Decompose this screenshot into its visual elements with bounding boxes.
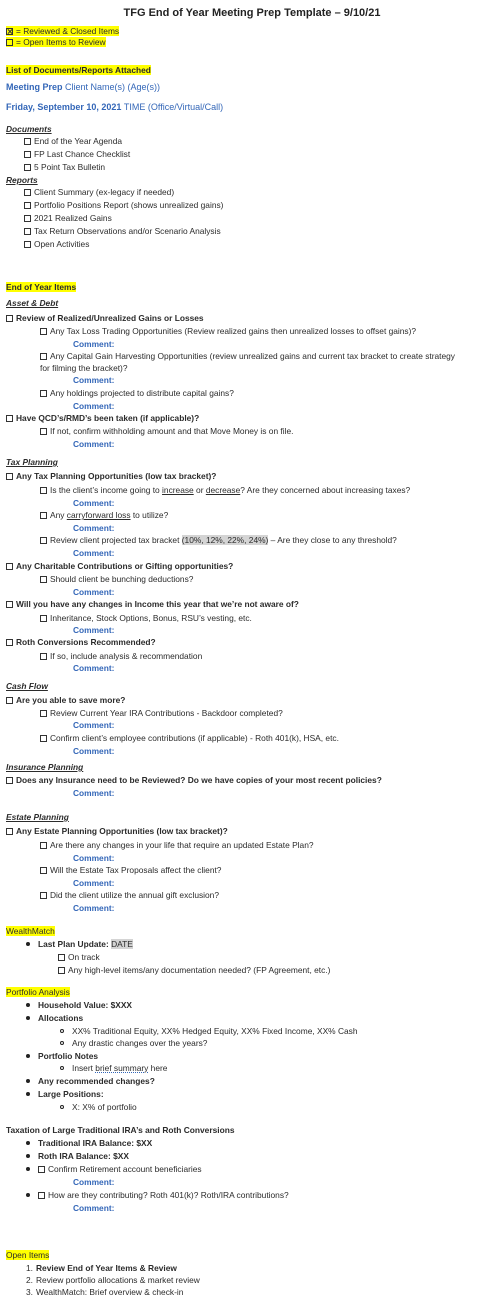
meeting-prep-line: Meeting Prep Client Name(s) (Age(s)) <box>6 82 161 92</box>
cash-heading: Cash Flow <box>6 681 48 691</box>
checkbox-icon <box>40 615 47 622</box>
checkbox-icon <box>40 710 47 717</box>
bullet-icon <box>26 1079 30 1083</box>
checkbox-icon <box>6 697 13 704</box>
document-item[interactable]: FP Last Chance Checklist <box>24 149 130 159</box>
report-item[interactable]: Client Summary (ex-legacy if needed) <box>24 187 174 197</box>
circle-bullet-icon <box>60 1105 64 1109</box>
comment-label: Comment: <box>73 439 115 449</box>
comment-label: Comment: <box>73 878 115 888</box>
bullet-item: Portfolio Notes <box>26 1051 98 1061</box>
checkbox-icon <box>6 39 13 46</box>
comment-label: Comment: <box>73 720 115 730</box>
checklist-item[interactable]: Are you able to save more? <box>6 695 125 705</box>
checklist-subitem[interactable]: If not, confirm withholding amount and that Move Money is on file. <box>40 426 293 436</box>
comment-label: Comment: <box>73 625 115 635</box>
comment-label: Comment: <box>73 375 115 385</box>
checklist-subitem[interactable]: Is the client’s income going to increase or decrease? Are they concerned about increasing taxes? <box>40 485 410 495</box>
comment-label: Comment: <box>73 1177 115 1187</box>
bullet-icon <box>26 1167 30 1171</box>
checkbox-icon <box>24 164 31 171</box>
wealthmatch-header: WealthMatch <box>6 926 55 936</box>
open-item: 2. Review portfolio allocations & market review <box>26 1275 200 1285</box>
checkbox-icon <box>6 639 13 646</box>
checkbox-icon <box>40 842 47 849</box>
comment-label: Comment: <box>73 903 115 913</box>
checklist-item[interactable]: Any Tax Planning Opportunities (low tax bracket)? <box>6 471 216 481</box>
checkbox-icon <box>24 138 31 145</box>
sub-bullet-item: Insert brief summary here <box>60 1063 167 1073</box>
bullet-checklist-item[interactable]: Confirm Retirement account beneficiaries <box>26 1164 202 1174</box>
page-title: TFG End of Year Meeting Prep Template – 9/10/21 <box>123 7 381 19</box>
bullet-icon <box>26 1154 30 1158</box>
comment-label: Comment: <box>73 523 115 533</box>
circle-bullet-icon <box>60 1066 64 1070</box>
checkbox-icon <box>6 828 13 835</box>
checkbox-icon <box>40 428 47 435</box>
eoy-header: End of Year Items <box>6 282 77 292</box>
sub-bullet-item: X: X% of portfolio <box>60 1102 137 1112</box>
comment-label: Comment: <box>73 663 115 673</box>
comment-label: Comment: <box>73 339 115 349</box>
checkbox-icon <box>40 512 47 519</box>
checkbox-icon <box>6 473 13 480</box>
checklist-subitem[interactable]: Did the client utilize the annual gift exclusion? <box>40 890 219 900</box>
bullet-icon <box>26 1054 30 1058</box>
checklist-subitem[interactable]: Should client be bunching deductions? <box>40 574 193 584</box>
checkbox-icon <box>40 328 47 335</box>
checklist-item[interactable]: Review of Realized/Unrealized Gains or Losses <box>6 313 204 323</box>
reports-heading: Reports <box>6 175 38 185</box>
comment-label: Comment: <box>73 498 115 508</box>
bullet-icon <box>26 1092 30 1096</box>
checklist-subitem[interactable]: Any high-level items/any documentation needed? (FP Agreement, etc.) <box>58 965 330 975</box>
circle-bullet-icon <box>60 1029 64 1033</box>
bullet-item: Household Value: $XXX <box>26 1000 132 1010</box>
checkbox-icon <box>24 228 31 235</box>
document-item[interactable]: End of the Year Agenda <box>24 136 122 146</box>
checklist-item[interactable]: Will you have any changes in Income this year that we’re not aware of? <box>6 599 299 609</box>
checkbox-icon <box>38 1192 45 1199</box>
report-item[interactable]: Open Activities <box>24 239 89 249</box>
bullet-icon <box>26 1141 30 1145</box>
checklist-subitem[interactable]: Confirm client’s employee contributions (if applicable) - Roth 401(k), HSA, etc. <box>40 733 339 743</box>
checklist-subitem[interactable]: If so, include analysis & recommendation <box>40 651 202 661</box>
comment-label: Comment: <box>73 746 115 756</box>
comment-label: Comment: <box>73 1203 115 1213</box>
checklist-item[interactable]: Any Estate Planning Opportunities (low tax bracket)? <box>6 826 228 836</box>
checkbox-icon <box>40 576 47 583</box>
checklist-item[interactable]: Have QCD’s/RMD’s been taken (if applicable)? <box>6 413 199 423</box>
checklist-subitem[interactable]: Any carryforward loss to utilize? <box>40 510 168 520</box>
checkbox-icon <box>38 1166 45 1173</box>
checkbox-icon <box>24 241 31 248</box>
checklist-subitem-cont: for filming the bracket)? <box>40 363 128 373</box>
bullet-icon <box>26 1003 30 1007</box>
bullet-item: Last Plan Update: DATE <box>26 939 133 949</box>
checkbox-icon <box>58 967 65 974</box>
checkbox-icon <box>40 537 47 544</box>
checkbox-icon <box>6 563 13 570</box>
tax-heading: Tax Planning <box>6 457 58 467</box>
checklist-subitem[interactable]: Any Capital Gain Harvesting Opportunities (review unrealized gains and current tax bracket to create strategy <box>40 351 455 361</box>
report-item[interactable]: Tax Return Observations and/or Scenario Analysis <box>24 226 221 236</box>
comment-label: Comment: <box>73 548 115 558</box>
checkbox-icon <box>6 315 13 322</box>
bullet-item: Large Positions: <box>26 1089 104 1099</box>
checkbox-icon <box>24 215 31 222</box>
sub-bullet-item: XX% Traditional Equity, XX% Hedged Equity, XX% Fixed Income, XX% Cash <box>60 1026 358 1036</box>
comment-label: Comment: <box>73 401 115 411</box>
bullet-icon <box>26 942 30 946</box>
checkbox-icon <box>40 867 47 874</box>
checklist-subitem[interactable]: Inheritance, Stock Options, Bonus, RSU’s vesting, etc. <box>40 613 252 623</box>
portfolio-header: Portfolio Analysis <box>6 987 70 997</box>
checkbox-icon <box>6 777 13 784</box>
bullet-item: Allocations <box>26 1013 83 1023</box>
checklist-subitem[interactable]: Will the Estate Tax Proposals affect the client? <box>40 865 221 875</box>
checklist-item[interactable]: Does any Insurance need to be Reviewed? Do we have copies of your most recent policies? <box>6 775 382 785</box>
bullet-checklist-item[interactable]: How are they contributing? Roth 401(k)? Roth/IRA contributions? <box>26 1190 289 1200</box>
comment-label: Comment: <box>73 788 115 798</box>
checklist-subitem[interactable]: Any holdings projected to distribute capital gains? <box>40 388 234 398</box>
estate-heading: Estate Planning <box>6 812 69 822</box>
checkbox-icon <box>40 892 47 899</box>
document-item[interactable]: 5 Point Tax Bulletin <box>24 162 105 172</box>
checkbox-icon <box>24 202 31 209</box>
checkbox-icon <box>6 601 13 608</box>
comment-label: Comment: <box>73 853 115 863</box>
report-item[interactable]: Portfolio Positions Report (shows unrealized gains) <box>24 200 223 210</box>
open-item: 3. WealthMatch: Brief overview & check-in <box>26 1287 184 1297</box>
checkbox-icon <box>24 189 31 196</box>
meeting-date-line: Friday, September 10, 2021 TIME (Office/Virtual/Call) <box>6 102 224 112</box>
comment-label: Comment: <box>73 587 115 597</box>
checkbox-icon <box>40 390 47 397</box>
checklist-item[interactable]: Any Charitable Contributions or Gifting opportunities? <box>6 561 233 571</box>
open-items-header: Open Items <box>6 1250 50 1260</box>
bullet-icon <box>26 1016 30 1020</box>
docs-header: List of Documents/Reports Attached <box>6 65 151 75</box>
checkbox-icon <box>58 954 65 961</box>
checklist-subitem[interactable]: On track <box>58 952 100 962</box>
bullet-icon <box>26 1193 30 1197</box>
checklist-subitem[interactable]: Review client projected tax bracket (10%, 12%, 22%, 24%) – Are they close to any threshold? <box>40 535 397 545</box>
taxation-header: Taxation of Large Traditional IRA’s and Roth Conversions <box>6 1125 235 1135</box>
checklist-subitem[interactable]: Review Current Year IRA Contributions - Backdoor completed? <box>40 708 283 718</box>
checklist-item[interactable]: Roth Conversions Recommended? <box>6 637 156 647</box>
asset-debt-heading: Asset & Debt <box>6 298 59 308</box>
checkbox-icon <box>40 653 47 660</box>
bullet-item: Any recommended changes? <box>26 1076 155 1086</box>
legend-reviewed: = Reviewed & Closed Items <box>6 26 119 36</box>
checkbox-icon <box>40 353 47 360</box>
checkbox-icon <box>40 487 47 494</box>
insurance-heading: Insurance Planning <box>6 762 84 772</box>
checkbox-icon <box>24 151 31 158</box>
sub-bullet-item: Any drastic changes over the years? <box>60 1038 207 1048</box>
documents-heading: Documents <box>6 124 52 134</box>
bullet-item: Roth IRA Balance: $XX <box>26 1151 129 1161</box>
checked-box-icon <box>6 28 13 35</box>
checkbox-icon <box>6 415 13 422</box>
checklist-subitem[interactable]: Are there any changes in your life that require an updated Estate Plan? <box>40 840 314 850</box>
report-item[interactable]: 2021 Realized Gains <box>24 213 112 223</box>
open-item: 1. Review End of Year Items & Review <box>26 1263 177 1273</box>
bullet-item: Traditional IRA Balance: $XX <box>26 1138 152 1148</box>
checklist-subitem[interactable]: Any Tax Loss Trading Opportunities (Review realized gains then unrealized losses to offset gains)? <box>40 326 416 336</box>
circle-bullet-icon <box>60 1041 64 1045</box>
checkbox-icon <box>40 735 47 742</box>
legend-open: = Open Items to Review <box>6 37 106 47</box>
